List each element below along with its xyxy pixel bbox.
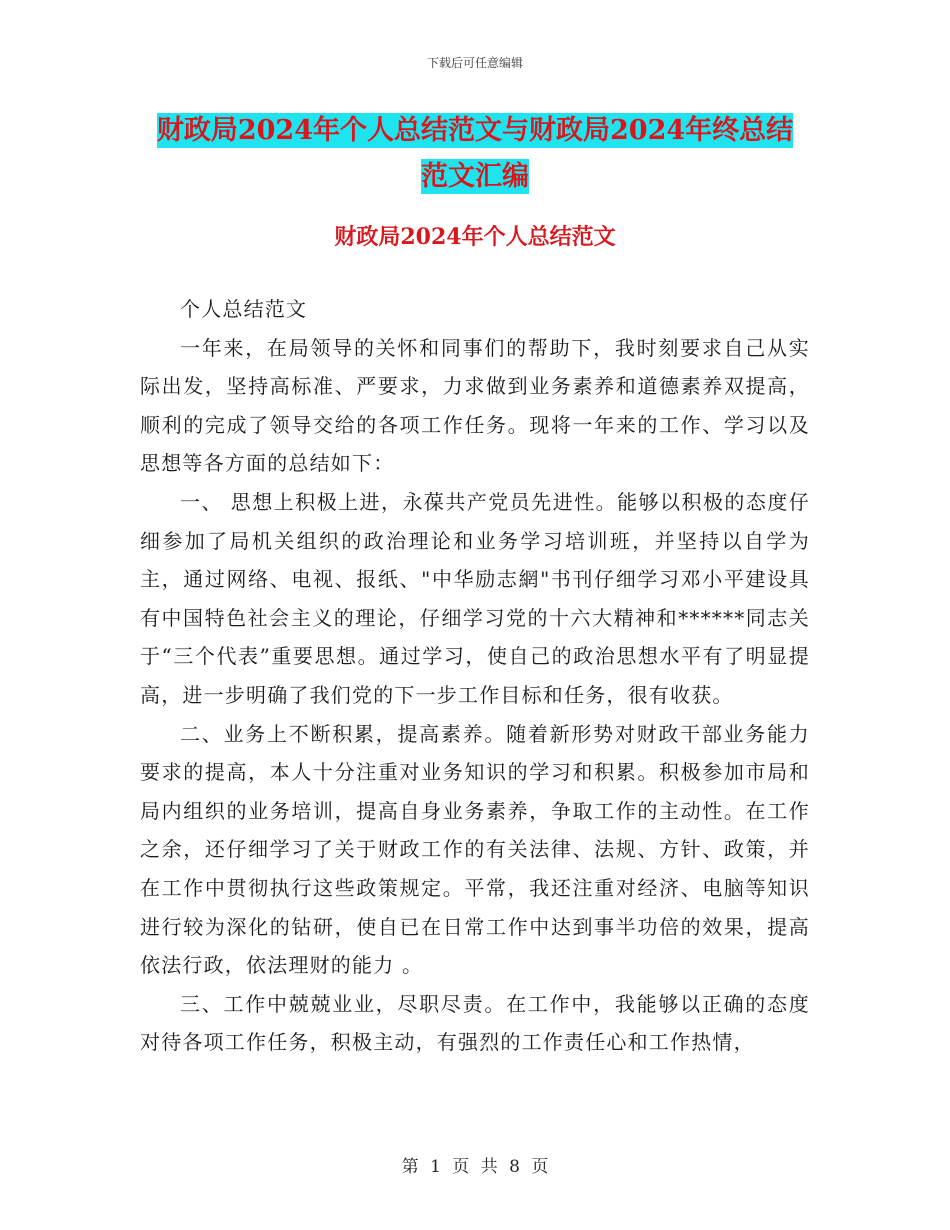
title-line-1: 财政局2024年个人总结范文与财政局2024年终总结	[156, 115, 794, 146]
paragraph: 一、 思想上积极上进，永葆共产党员先进性。能够以积极的态度仔细参加了局机关组织的政治理论和业务学习培训班，并坚持以自学为主，通过网络、电视、报纸、"中华励志網"书刊仔细学习邓小平建设具有中国特色社会主义的理论，仔细学习党的十六大精神和******同志关于“三个代表”重要思想。通过学习，使自己的政治思想水平有了明显提高，进一步明确了我们党的下一步工作目标和任务，很有收获。	[140, 489, 810, 707]
title-line-2: 范文汇编	[421, 161, 529, 192]
paragraph: 个人总结范文	[180, 297, 308, 321]
paragraph: 一年来，在局领导的关怀和同事们的帮助下，我时刻要求自己从实际出发，坚持高标准、严要求，力求做到业务素养和道德素养双提高，顺利的完成了领导交给的各项工作任务。现将一年来的工作、学习以及思想等各方面的总结如下：	[140, 335, 810, 476]
paragraph: 三、工作中兢兢业业，尽职尽责。在工作中，我能够以正确的态度对待各项工作任务，积极主动，有强烈的工作责任心和工作热情，	[140, 991, 810, 1055]
header-note: 下载后可任意编辑	[426, 56, 523, 70]
body-text	[140, 290, 810, 1062]
section-title: 财政局2024年个人总结范文	[334, 224, 616, 250]
paragraph: 二、业务上不断积累，提高素养。随着新形势对财政干部业务能力要求的提高，本人十分注重对业务知识的学习和积累。积极参加市局和局内组织的业务培训，提高自身业务素养，争取工作的主动性。在工作之余，还仔细学习了关于财政工作的有关法律、法规、方针、政策，并在工作中贯彻执行这些政策规定。平常，我还注重对经济、电脑等知识进行较为深化的钻研，使自已在日常工作中达到事半功倍的效果，提高依法行政，依法理财的能力 。	[140, 721, 810, 978]
document-title	[140, 108, 810, 200]
page-footer: 第 1 页 共 8 页	[401, 1157, 549, 1177]
